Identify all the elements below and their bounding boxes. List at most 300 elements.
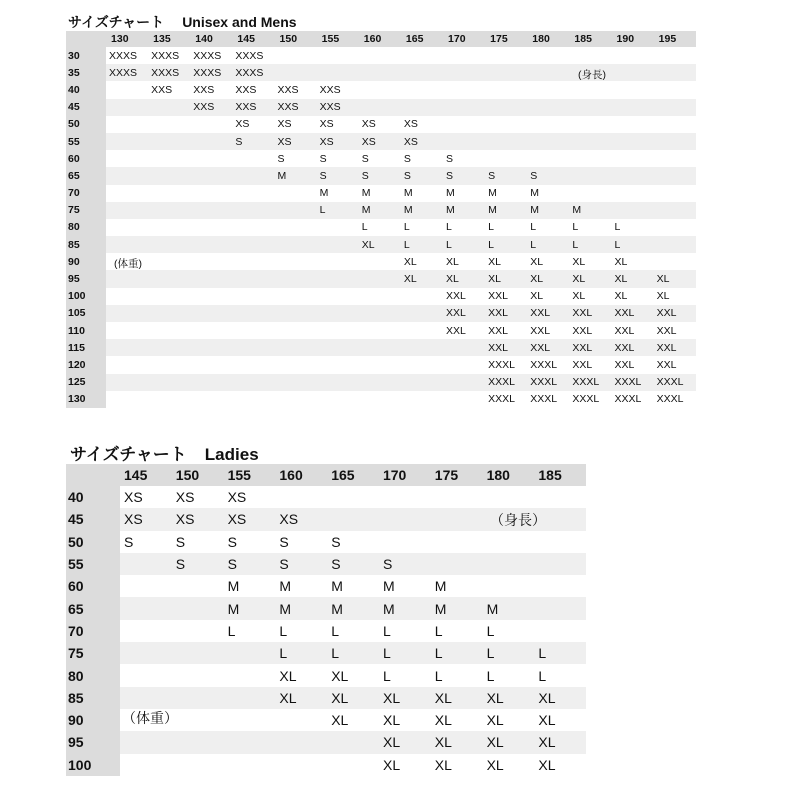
size-cell: XXS [190, 81, 232, 98]
size-cell: XS [172, 508, 224, 530]
weight-row-header: 80 [66, 664, 120, 686]
table-row [66, 575, 586, 597]
size-cell [379, 531, 431, 553]
size-cell: XXL [485, 305, 527, 322]
size-cell: XL [401, 270, 443, 287]
size-cell: XL [327, 709, 379, 731]
size-cell: XXL [569, 356, 611, 373]
size-cell [401, 99, 443, 116]
size-cell: M [401, 185, 443, 202]
size-cell [317, 219, 359, 236]
size-cell: XXXS [232, 64, 274, 81]
table-row [66, 391, 696, 408]
height-header-cell: 180 [527, 31, 569, 47]
size-cell [534, 575, 586, 597]
size-cell: XS [317, 116, 359, 133]
size-cell: L [224, 620, 276, 642]
size-cell: L [431, 620, 483, 642]
size-cell: XXL [485, 322, 527, 339]
size-cell: L [485, 219, 527, 236]
size-cell: M [224, 575, 276, 597]
mens-chart-title [68, 12, 297, 32]
size-cell: S [224, 553, 276, 575]
size-cell [612, 185, 654, 202]
size-cell: XXL [612, 322, 654, 339]
table-row [66, 731, 586, 753]
weight-row-header: 95 [66, 270, 106, 287]
size-cell [148, 322, 190, 339]
size-cell: S [379, 553, 431, 575]
size-cell: S [172, 553, 224, 575]
size-cell [654, 99, 696, 116]
size-cell [317, 322, 359, 339]
table-row [66, 81, 696, 98]
weight-row-header: 65 [66, 167, 106, 184]
size-cell: XS [120, 508, 172, 530]
size-cell: XL [534, 754, 586, 776]
size-cell [443, 99, 485, 116]
size-cell [275, 709, 327, 731]
size-cell: XS [359, 116, 401, 133]
size-cell: XXL [569, 322, 611, 339]
size-cell: S [275, 531, 327, 553]
height-header-cell: 185 [534, 464, 586, 486]
size-cell: XXXL [527, 391, 569, 408]
table-row [66, 150, 696, 167]
size-cell [654, 185, 696, 202]
size-cell: XL [401, 253, 443, 270]
size-cell: M [379, 575, 431, 597]
table-row [66, 754, 586, 776]
size-cell [190, 305, 232, 322]
size-cell [148, 133, 190, 150]
size-cell: XXL [654, 305, 696, 322]
size-cell: XL [359, 236, 401, 253]
size-cell [190, 150, 232, 167]
size-cell: XXL [612, 305, 654, 322]
size-cell [232, 305, 274, 322]
size-cell: XS [359, 133, 401, 150]
size-cell: XL [654, 288, 696, 305]
size-cell: XS [224, 508, 276, 530]
ladies-height-note: （身長） [490, 512, 546, 528]
table-row [66, 322, 696, 339]
size-cell: XXL [443, 305, 485, 322]
weight-row-header: 55 [66, 133, 106, 150]
table-row [66, 356, 696, 373]
size-cell: XS [401, 133, 443, 150]
size-cell [534, 486, 586, 508]
height-header-cell: 140 [190, 31, 232, 47]
size-cell [275, 219, 317, 236]
size-cell: M [275, 597, 327, 619]
size-cell [359, 270, 401, 287]
size-cell: XS [275, 116, 317, 133]
size-cell [275, 374, 317, 391]
size-cell: M [569, 202, 611, 219]
size-cell [483, 575, 535, 597]
size-cell: S [172, 531, 224, 553]
size-cell [148, 270, 190, 287]
size-cell [232, 288, 274, 305]
size-cell [569, 81, 611, 98]
table-row [66, 219, 696, 236]
size-cell [443, 133, 485, 150]
size-cell: XL [569, 253, 611, 270]
size-cell: L [327, 620, 379, 642]
size-cell [485, 99, 527, 116]
size-cell [106, 99, 148, 116]
weight-row-header: 85 [66, 687, 120, 709]
weight-row-header: 50 [66, 116, 106, 133]
size-cell [401, 81, 443, 98]
size-cell: XXXL [654, 374, 696, 391]
size-cell: XS [401, 116, 443, 133]
weight-row-header: 95 [66, 731, 120, 753]
size-cell [443, 81, 485, 98]
size-cell: S [443, 150, 485, 167]
size-cell: L [379, 642, 431, 664]
size-cell: XL [431, 731, 483, 753]
size-cell: M [483, 597, 535, 619]
size-cell [654, 116, 696, 133]
size-cell [317, 270, 359, 287]
size-cell [654, 47, 696, 64]
table-row [66, 270, 696, 287]
size-cell [534, 553, 586, 575]
size-cell [232, 167, 274, 184]
size-cell [275, 322, 317, 339]
size-cell: XXXL [527, 356, 569, 373]
size-cell: L [275, 620, 327, 642]
height-header-cell: 170 [443, 31, 485, 47]
size-cell: S [120, 531, 172, 553]
table-row [66, 305, 696, 322]
weight-row-header: 60 [66, 150, 106, 167]
size-cell [148, 99, 190, 116]
height-header-cell: 190 [612, 31, 654, 47]
size-cell [527, 64, 569, 81]
size-cell [148, 116, 190, 133]
mens-height-note: (身長) [578, 69, 606, 81]
size-cell: M [485, 185, 527, 202]
ladies-title-en: Ladies [204, 445, 259, 464]
size-cell [317, 64, 359, 81]
size-cell: L [527, 219, 569, 236]
size-cell: XL [327, 687, 379, 709]
size-cell [443, 391, 485, 408]
size-cell [190, 219, 232, 236]
weight-row-header: 45 [66, 99, 106, 116]
table-row [66, 620, 586, 642]
size-cell [359, 339, 401, 356]
size-cell [190, 288, 232, 305]
size-cell [275, 339, 317, 356]
size-cell: S [327, 553, 379, 575]
size-cell [359, 99, 401, 116]
mens-size-table [66, 31, 696, 408]
size-cell [232, 219, 274, 236]
size-cell [443, 64, 485, 81]
size-cell [190, 116, 232, 133]
size-cell [485, 150, 527, 167]
size-cell: M [527, 202, 569, 219]
size-cell: XL [443, 270, 485, 287]
size-cell [106, 305, 148, 322]
size-cell: XL [483, 754, 535, 776]
height-header-cell: 150 [275, 31, 317, 47]
size-cell [148, 219, 190, 236]
size-cell [317, 339, 359, 356]
weight-row-header: 130 [66, 391, 106, 408]
size-cell [106, 116, 148, 133]
weight-row-header: 35 [66, 64, 106, 81]
size-cell [120, 553, 172, 575]
size-cell [224, 709, 276, 731]
size-cell [120, 597, 172, 619]
weight-row-header: 110 [66, 322, 106, 339]
size-cell [654, 81, 696, 98]
size-cell: S [317, 167, 359, 184]
header-corner [66, 464, 120, 486]
size-cell: XL [527, 253, 569, 270]
size-cell: XXXL [612, 374, 654, 391]
size-cell [224, 687, 276, 709]
size-cell [232, 185, 274, 202]
size-cell [172, 575, 224, 597]
size-cell [106, 356, 148, 373]
size-cell [148, 356, 190, 373]
size-cell: XXL [443, 288, 485, 305]
size-cell [120, 731, 172, 753]
size-cell: XXL [485, 288, 527, 305]
height-header-cell: 145 [120, 464, 172, 486]
size-cell [359, 47, 401, 64]
size-cell [401, 47, 443, 64]
height-header-cell: 155 [224, 464, 276, 486]
size-cell: XL [275, 664, 327, 686]
size-cell: L [569, 236, 611, 253]
size-cell [654, 133, 696, 150]
size-cell: L [483, 642, 535, 664]
size-cell [359, 288, 401, 305]
size-cell [527, 99, 569, 116]
size-cell: XXL [443, 322, 485, 339]
size-cell [612, 133, 654, 150]
size-cell [275, 731, 327, 753]
size-cell [527, 81, 569, 98]
size-cell: XXXL [612, 391, 654, 408]
size-cell: XL [654, 270, 696, 287]
height-header-row [66, 464, 586, 486]
size-cell: XL [485, 270, 527, 287]
size-cell: L [443, 219, 485, 236]
size-cell [106, 236, 148, 253]
size-cell [401, 288, 443, 305]
height-header-cell: 160 [275, 464, 327, 486]
weight-row-header: 55 [66, 553, 120, 575]
size-cell: XXS [275, 81, 317, 98]
size-cell [106, 322, 148, 339]
size-cell [190, 391, 232, 408]
size-cell: XL [612, 270, 654, 287]
size-cell [172, 620, 224, 642]
size-cell [485, 133, 527, 150]
size-cell: L [401, 236, 443, 253]
size-cell: XL [534, 731, 586, 753]
size-cell [106, 185, 148, 202]
size-cell [317, 236, 359, 253]
size-cell [654, 64, 696, 81]
size-cell: M [327, 575, 379, 597]
table-row [66, 185, 696, 202]
size-cell [317, 253, 359, 270]
size-cell [120, 620, 172, 642]
size-cell [106, 374, 148, 391]
weight-row-header: 45 [66, 508, 120, 530]
size-cell: XXXL [527, 374, 569, 391]
table-row [66, 374, 696, 391]
size-cell: M [401, 202, 443, 219]
size-cell [190, 236, 232, 253]
size-cell: XL [431, 709, 483, 731]
size-cell: XL [483, 687, 535, 709]
mens-weight-note: (体重) [114, 258, 142, 270]
size-cell [359, 81, 401, 98]
size-cell: L [317, 202, 359, 219]
size-cell [443, 356, 485, 373]
size-cell [569, 185, 611, 202]
size-cell [527, 133, 569, 150]
size-cell [527, 47, 569, 64]
size-cell: S [327, 531, 379, 553]
size-cell [654, 167, 696, 184]
size-cell [569, 150, 611, 167]
size-cell [359, 253, 401, 270]
size-cell: M [224, 597, 276, 619]
size-cell [224, 731, 276, 753]
mens-title-en: Unisex and Mens [182, 14, 297, 30]
size-cell: XXL [612, 339, 654, 356]
size-cell [443, 47, 485, 64]
height-header-cell: 145 [232, 31, 274, 47]
size-cell [172, 597, 224, 619]
size-cell: M [485, 202, 527, 219]
height-header-cell: 175 [485, 31, 527, 47]
table-row [66, 99, 696, 116]
size-cell [359, 391, 401, 408]
size-cell [401, 339, 443, 356]
table-row [66, 339, 696, 356]
size-cell [612, 150, 654, 167]
size-cell [317, 374, 359, 391]
size-cell: M [359, 185, 401, 202]
size-cell: XL [527, 288, 569, 305]
size-cell: M [443, 202, 485, 219]
size-cell: XXXS [106, 64, 148, 81]
ladies-title-jp: サイズチャート [70, 445, 187, 464]
size-cell: M [317, 185, 359, 202]
size-cell [190, 356, 232, 373]
size-cell: XL [379, 731, 431, 753]
size-cell [527, 150, 569, 167]
size-cell: L [443, 236, 485, 253]
size-cell [483, 531, 535, 553]
size-cell [612, 64, 654, 81]
table-row [66, 288, 696, 305]
size-cell [534, 597, 586, 619]
size-cell: L [483, 620, 535, 642]
size-cell: XL [431, 754, 483, 776]
size-cell [431, 486, 483, 508]
size-cell [359, 305, 401, 322]
size-cell: XL [379, 754, 431, 776]
size-cell [569, 47, 611, 64]
size-cell [106, 288, 148, 305]
size-cell [612, 81, 654, 98]
size-cell: M [275, 167, 317, 184]
size-cell: S [401, 167, 443, 184]
size-cell: M [359, 202, 401, 219]
size-cell: XL [431, 687, 483, 709]
size-cell: S [275, 150, 317, 167]
size-cell: XS [275, 133, 317, 150]
size-cell [485, 47, 527, 64]
size-cell [190, 133, 232, 150]
size-cell [275, 253, 317, 270]
height-header-cell: 195 [654, 31, 696, 47]
weight-row-header: 75 [66, 202, 106, 219]
size-cell [275, 356, 317, 373]
height-header-cell: 180 [483, 464, 535, 486]
size-cell: XL [483, 709, 535, 731]
size-cell [612, 116, 654, 133]
size-cell: L [327, 642, 379, 664]
size-cell: XL [327, 664, 379, 686]
size-cell [431, 508, 483, 530]
size-cell [483, 486, 535, 508]
size-cell: S [232, 133, 274, 150]
table-row [66, 687, 586, 709]
size-cell [443, 339, 485, 356]
size-cell [106, 270, 148, 287]
size-cell [120, 575, 172, 597]
weight-row-header: 100 [66, 288, 106, 305]
size-cell: XS [232, 116, 274, 133]
size-cell: XL [534, 687, 586, 709]
size-cell [232, 150, 274, 167]
size-cell [190, 185, 232, 202]
size-cell [148, 150, 190, 167]
size-cell [359, 356, 401, 373]
size-cell [106, 202, 148, 219]
size-cell: XXXL [569, 374, 611, 391]
size-cell [401, 356, 443, 373]
size-cell: L [612, 219, 654, 236]
size-cell: XS [317, 133, 359, 150]
size-cell [654, 236, 696, 253]
size-cell [379, 508, 431, 530]
size-cell [317, 356, 359, 373]
size-cell: L [483, 664, 535, 686]
height-header-cell: 165 [327, 464, 379, 486]
ladies-weight-note: （体重） [122, 710, 178, 726]
size-cell [232, 322, 274, 339]
size-cell [327, 754, 379, 776]
size-cell [401, 374, 443, 391]
weight-row-header: 40 [66, 81, 106, 98]
table-row [66, 133, 696, 150]
